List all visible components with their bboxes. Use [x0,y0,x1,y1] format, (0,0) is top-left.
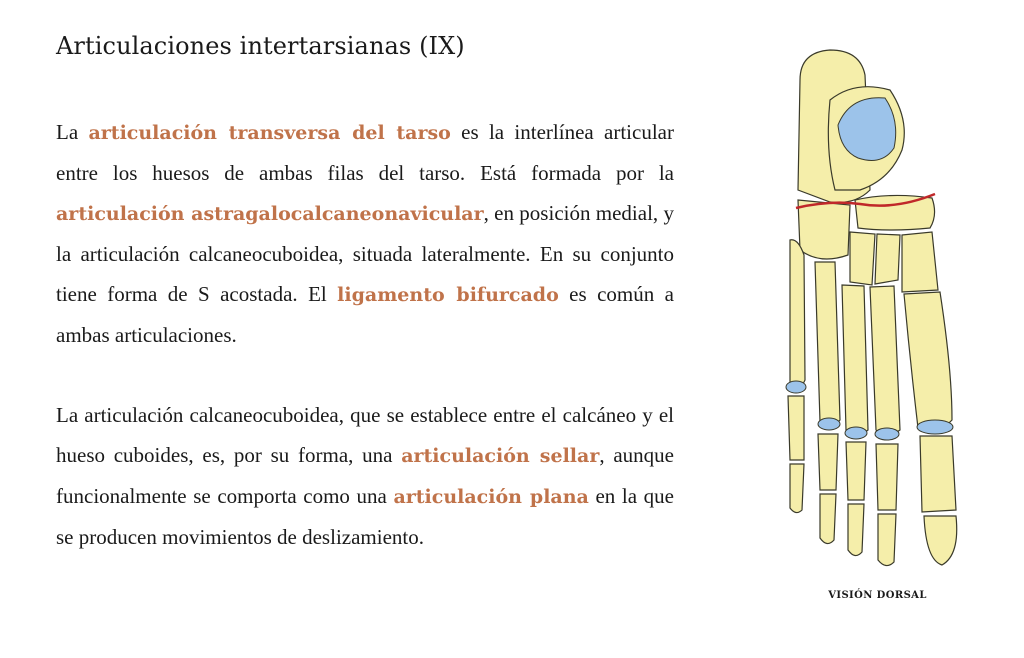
phalanx-4-distal [820,494,836,544]
phalanx-1-proximal [920,436,956,512]
metatarsal-3 [842,285,868,435]
phalanx-5-distal [790,464,804,513]
highlighted-term: articulación sellar [401,445,600,467]
phalanx-3-proximal [846,442,866,500]
foot-bones-svg [760,40,1000,620]
metatarsal-5 [790,240,805,388]
text-run: , en posición medial, y la articulación calcaneocuboidea, situada lateralmente. En su conjunto tiene forma de S acostada. El [56,201,674,306]
mt5-head-cartilage [786,381,806,393]
text-run: es la interlínea articular entre los huesos de ambas filas del tarso. Está formada por la [56,120,674,185]
figure-caption: VISIÓN DORSAL [828,590,927,601]
body-text [56,112,674,557]
text-run: , aunque funcionalmente se comporta como una [56,443,674,508]
metatarsal-4 [815,262,840,427]
phalanx-1-distal [924,516,957,565]
page-title: Articulaciones intertarsianas (IX) [56,32,465,60]
metatarsal-1 [904,292,952,430]
mt2-head-cartilage [875,428,899,440]
cuboid-bone [798,200,850,259]
medial-cuneiform-bone [902,232,938,292]
highlighted-term: ligamento bifurcado [337,284,559,306]
metatarsal-2 [870,286,900,435]
text-run: en la que se producen movimientos de deslizamiento. [56,484,675,549]
mt1-head-cartilage [917,420,953,434]
navicular-bone [855,195,935,230]
foot-dorsal-illustration [760,40,1000,620]
text-run: es común a ambas articulaciones. [56,282,674,347]
phalanx-3-distal [848,504,864,556]
phalanx-2-distal [878,514,896,566]
intermediate-cuneiform-bone [875,234,900,284]
phalanx-5-proximal [788,396,804,460]
mt3-head-cartilage [845,427,867,439]
phalanx-4-proximal [818,434,838,490]
text-run: La articulación calcaneocuboidea, que se establece entre el calcáneo y el hueso cuboides, es, por su forma, una [56,403,674,467]
highlighted-term: articulación transversa del tarso [88,122,451,144]
phalanx-2-proximal [876,444,898,510]
text-run: La [56,120,89,144]
mt4-head-cartilage [818,418,840,430]
highlighted-term: articulación astragalocalcaneonavicular [56,203,484,225]
lateral-cuneiform-bone [850,232,875,285]
highlighted-term: articulación plana [393,486,589,508]
paragraph-2 [56,395,674,557]
paragraph-1 [56,112,674,355]
